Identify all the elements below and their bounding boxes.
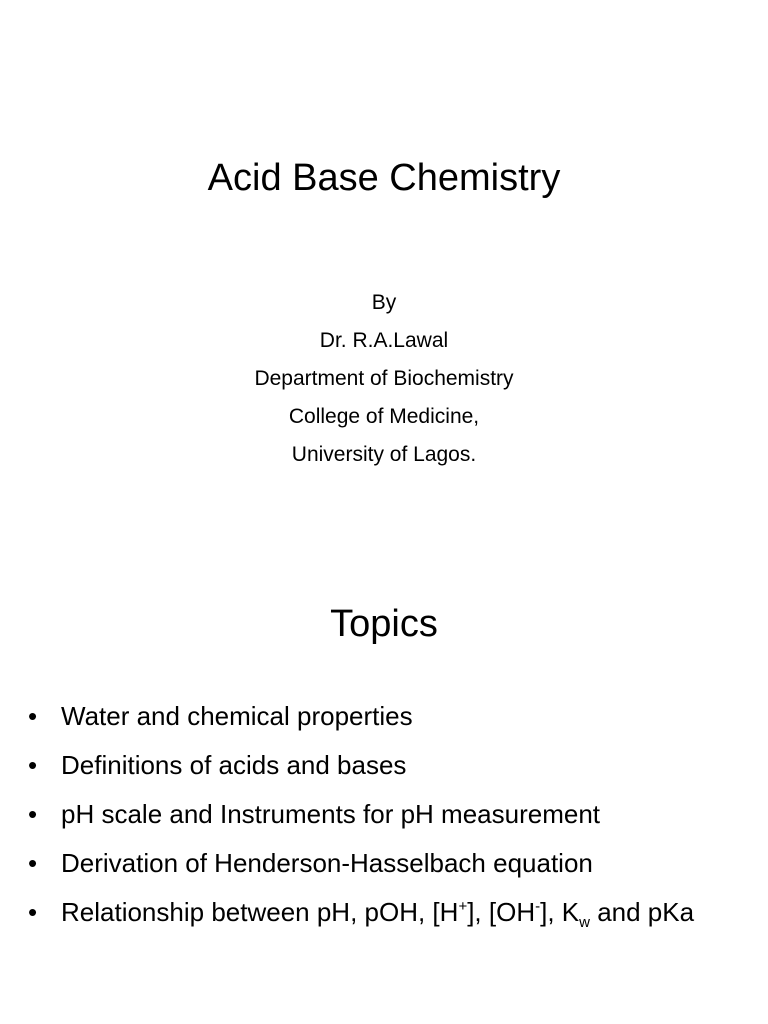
subtitle-line-college: College of Medicine, bbox=[288, 405, 480, 428]
slide-subtitle bbox=[0, 284, 768, 474]
list-item-text: pH scale and Instruments for pH measurement bbox=[61, 799, 601, 829]
bullet-icon: • bbox=[28, 848, 38, 878]
slide-title: Topics bbox=[330, 603, 438, 645]
text-part: and pKa bbox=[589, 897, 695, 927]
topics-slide bbox=[0, 512, 768, 1024]
bullet-icon: • bbox=[28, 897, 38, 927]
list-item-text: Water and chemical properties bbox=[61, 701, 413, 731]
slide-title: Acid Base Chemistry bbox=[207, 157, 561, 199]
list-item bbox=[28, 892, 748, 932]
superscript-plus: + bbox=[458, 898, 468, 915]
subtitle-line-university: University of Lagos. bbox=[291, 443, 477, 466]
bullet-icon: • bbox=[28, 701, 38, 731]
bullet-icon: • bbox=[28, 750, 38, 780]
subtitle-line-by: By bbox=[371, 291, 397, 314]
list-item-text: Definitions of acids and bases bbox=[61, 750, 407, 780]
list-item bbox=[28, 794, 748, 834]
subtitle-line-author: Dr. R.A.Lawal bbox=[319, 329, 449, 352]
text-part: Relationship between pH, pOH, [H bbox=[61, 897, 459, 927]
list-item bbox=[28, 745, 748, 785]
list-item bbox=[28, 843, 748, 883]
superscript-minus: - bbox=[535, 898, 541, 915]
text-part: ], [OH bbox=[467, 897, 536, 927]
text-part: ], K bbox=[540, 897, 580, 927]
subtitle-line-department: Department of Biochemistry bbox=[254, 367, 514, 390]
topics-list bbox=[28, 696, 748, 941]
list-item bbox=[28, 696, 748, 736]
bullet-icon: • bbox=[28, 799, 38, 829]
list-item-text: Derivation of Henderson-Hasselbach equation bbox=[61, 848, 593, 878]
subscript-w: w bbox=[579, 914, 590, 931]
list-item-text bbox=[61, 897, 695, 931]
